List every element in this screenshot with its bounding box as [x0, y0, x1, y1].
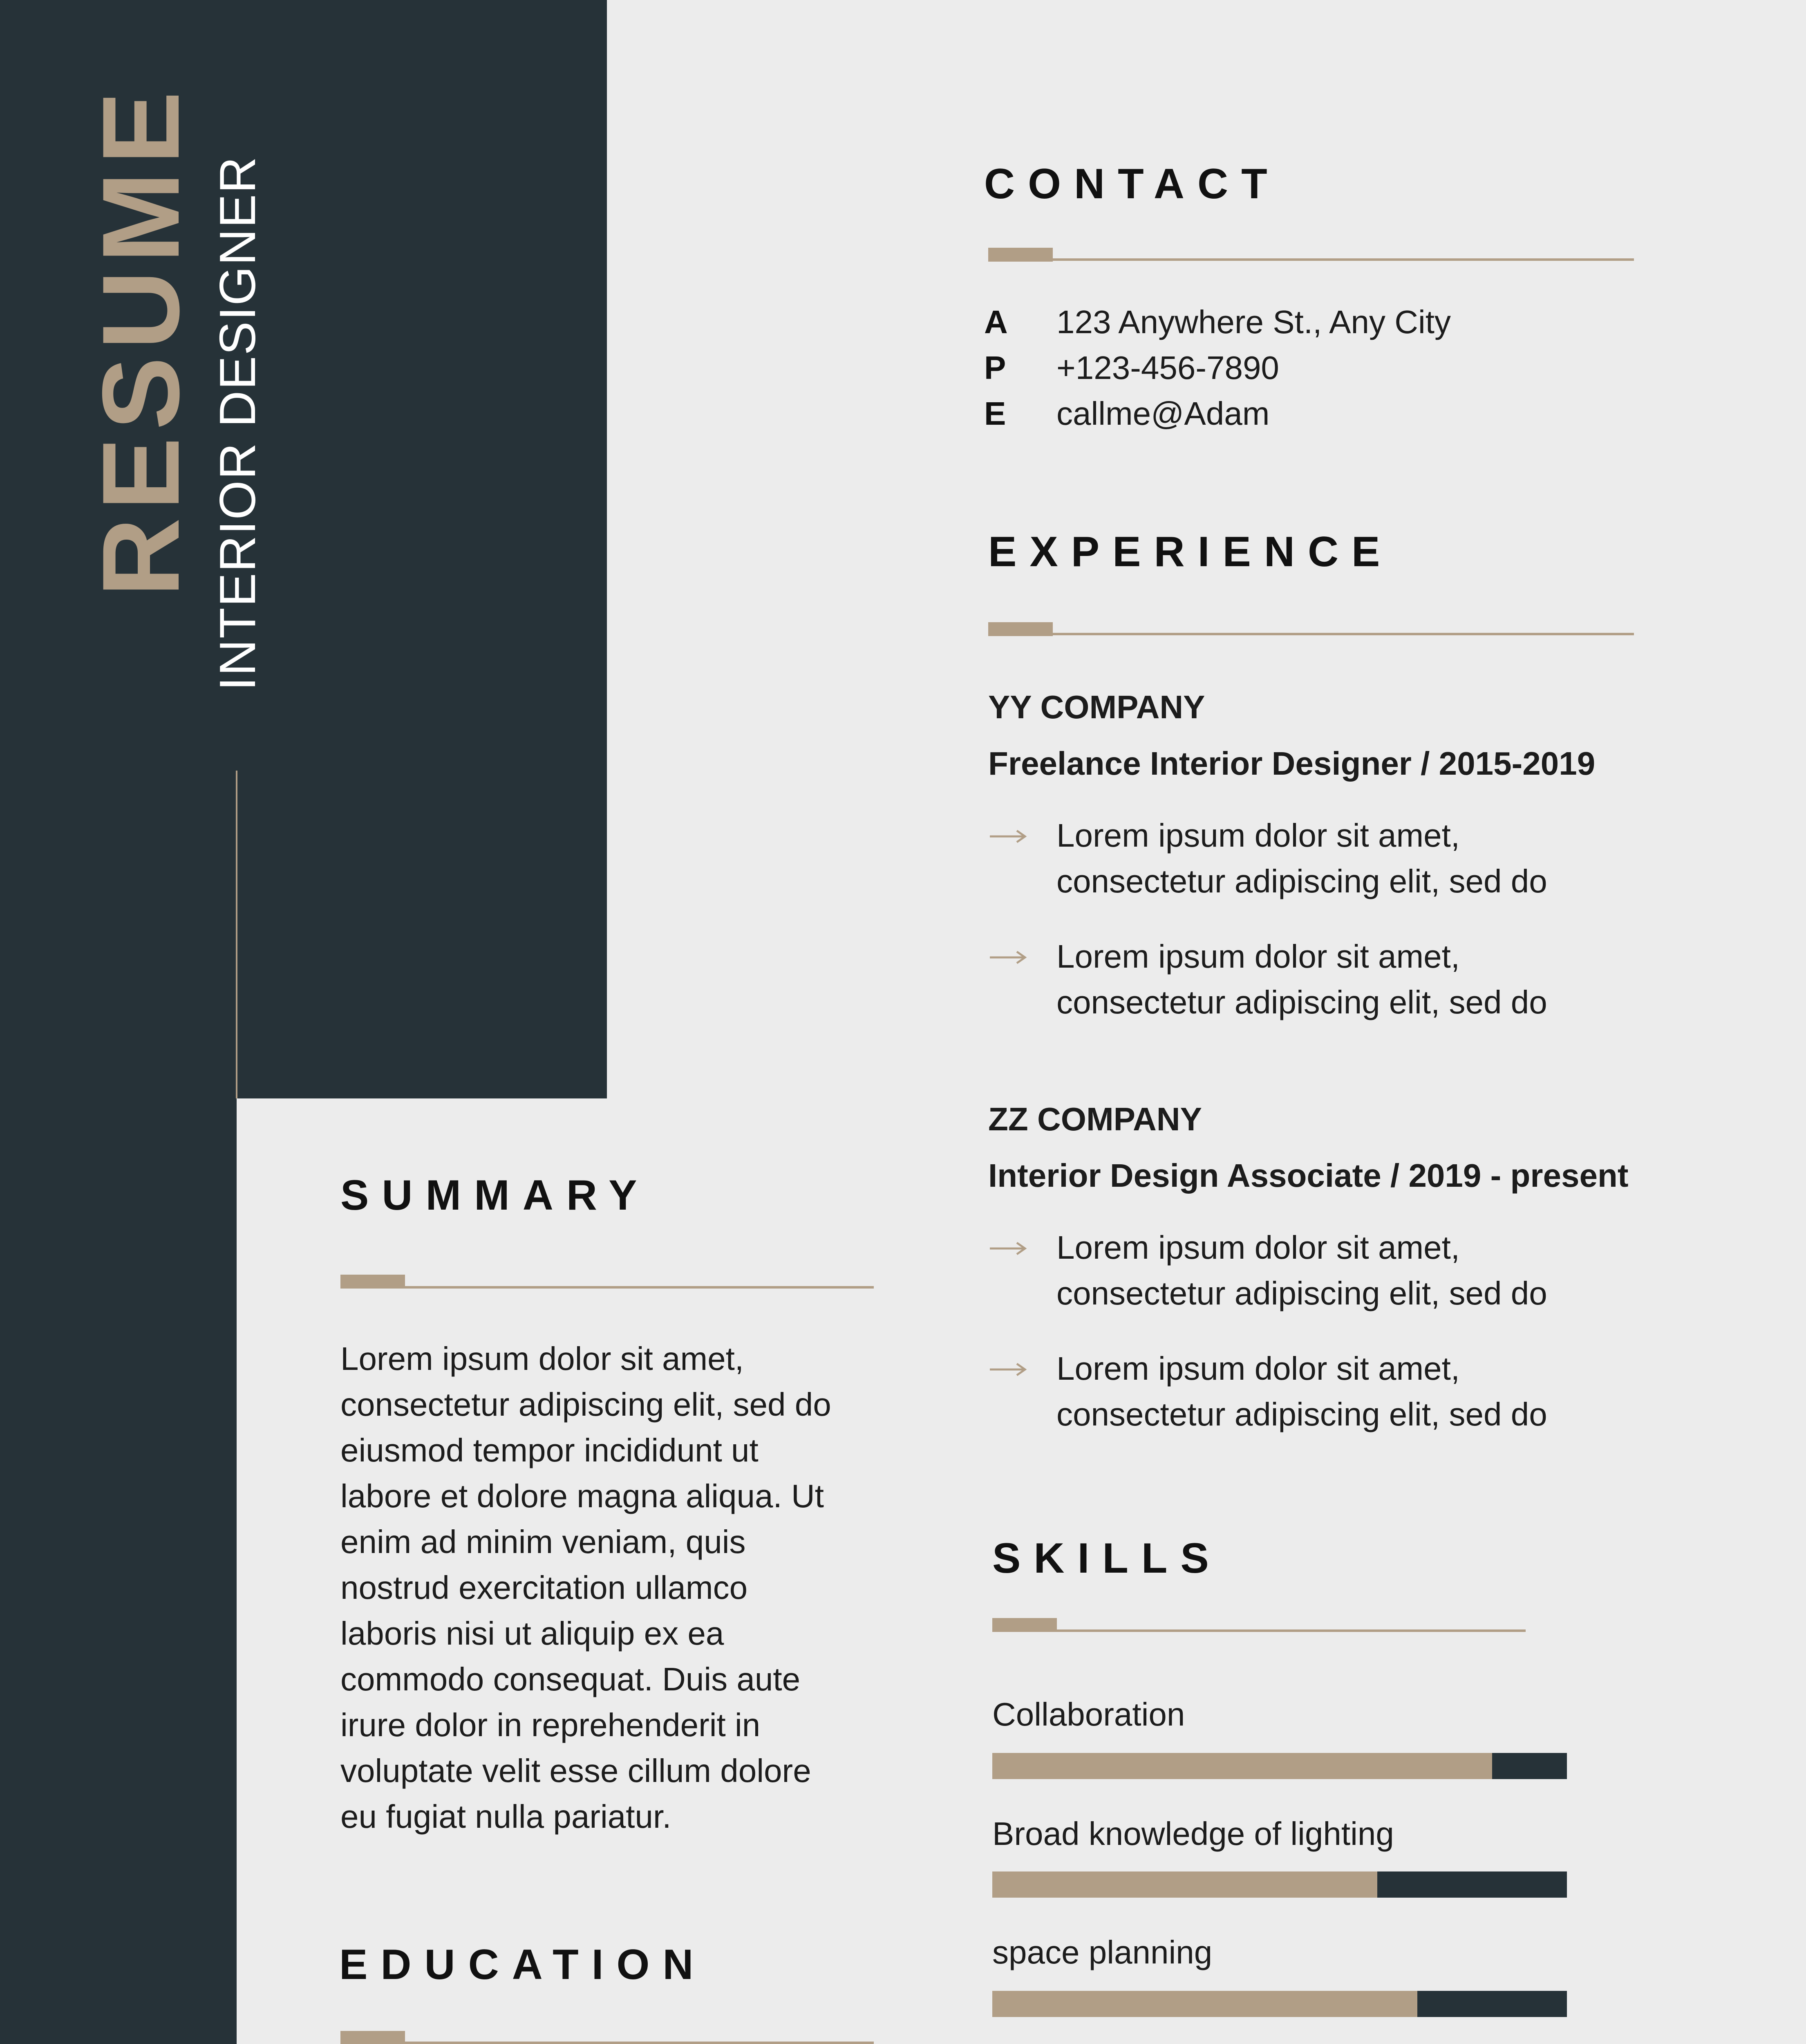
education-rule-accent	[340, 2031, 405, 2044]
contact-key-address: A	[984, 304, 1008, 340]
job-bullet-line: Lorem ipsum dolor sit amet,	[1056, 938, 1460, 975]
contact-address: 123 Anywhere St., Any City	[1056, 304, 1451, 340]
job-role: Freelance Interior Designer / 2015-2019	[988, 745, 1596, 782]
contact-heading: CONTACT	[984, 160, 1280, 208]
summary-line: nostrud exercitation ullamco	[340, 1569, 748, 1606]
summary-line: laboris nisi ut aliquip ex ea	[340, 1615, 724, 1652]
job-company: ZZ COMPANY	[988, 1101, 1202, 1137]
summary-line: commodo consequat. Duis aute	[340, 1661, 801, 1697]
job-bullet-line: Lorem ipsum dolor sit amet,	[1056, 817, 1460, 854]
experience-rule	[988, 633, 1634, 635]
contact-rule	[988, 258, 1634, 261]
arrow-right-icon	[989, 1240, 1027, 1257]
summary-line: irure dolor in reprehenderit in	[340, 1707, 761, 1743]
job-bullet-line: consectetur adipiscing elit, sed do	[1056, 1275, 1547, 1311]
resume-title: RESUME	[79, 84, 202, 597]
experience-heading: EXPERIENCE	[988, 528, 1393, 576]
skill-bar-fill	[992, 1991, 1417, 2017]
contact-key-phone: P	[984, 350, 1006, 386]
education-rule	[340, 2042, 874, 2044]
skill-name: space planning	[992, 1934, 1213, 1970]
arrow-right-icon	[989, 1361, 1027, 1378]
job-role: Interior Design Associate / 2019 - present	[988, 1157, 1629, 1194]
summary-rule-accent	[340, 1275, 405, 1289]
skill-bar-fill	[992, 1871, 1377, 1898]
summary-line: eu fugiat nulla pariatur.	[340, 1798, 671, 1835]
skill-bar	[992, 1753, 1567, 1779]
skill-name: Collaboration	[992, 1696, 1185, 1732]
contact-key-email: E	[984, 395, 1006, 432]
job-bullet-line: consectetur adipiscing elit, sed do	[1056, 984, 1547, 1020]
contact-email: callme@Adam	[1056, 395, 1270, 432]
contact-rule-accent	[988, 248, 1053, 262]
summary-line: enim ad minim veniam, quis	[340, 1524, 746, 1560]
arrow-right-icon	[989, 949, 1027, 966]
job-bullet-line: Lorem ipsum dolor sit amet,	[1056, 1229, 1460, 1266]
skills-heading: SKILLS	[992, 1535, 1222, 1582]
skill-bar	[992, 1991, 1567, 2017]
job-bullet-line: Lorem ipsum dolor sit amet,	[1056, 1350, 1460, 1387]
summary-line: Lorem ipsum dolor sit amet,	[340, 1340, 744, 1377]
summary-rule	[340, 1286, 874, 1289]
summary-line: labore et dolore magna aliqua. Ut	[340, 1478, 824, 1514]
summary-line: voluptate velit esse cillum dolore	[340, 1753, 811, 1789]
summary-line: eiusmod tempor incididunt ut	[340, 1432, 759, 1468]
education-heading: EDUCATION	[339, 1941, 707, 1988]
job-company: YY COMPANY	[988, 689, 1205, 725]
experience-rule-accent	[988, 622, 1053, 636]
skills-rule	[992, 1629, 1526, 1632]
summary-text	[340, 1336, 831, 1840]
summary-heading: SUMMARY	[340, 1172, 650, 1219]
job-bullet-line: consectetur adipiscing elit, sed do	[1056, 1396, 1547, 1432]
accent-vertical-line	[236, 771, 237, 1098]
skill-name: Broad knowledge of lighting	[992, 1815, 1394, 1852]
skills-rule-accent	[992, 1618, 1057, 1632]
job-title: INTERIOR DESIGNER	[210, 156, 266, 691]
skill-bar-fill	[992, 1753, 1492, 1779]
summary-line: consectetur adipiscing elit, sed do	[340, 1386, 831, 1423]
skill-bar	[992, 1871, 1567, 1898]
arrow-right-icon	[989, 828, 1027, 845]
contact-phone: +123-456-7890	[1056, 350, 1279, 386]
job-bullet-line: consectetur adipiscing elit, sed do	[1056, 863, 1547, 899]
